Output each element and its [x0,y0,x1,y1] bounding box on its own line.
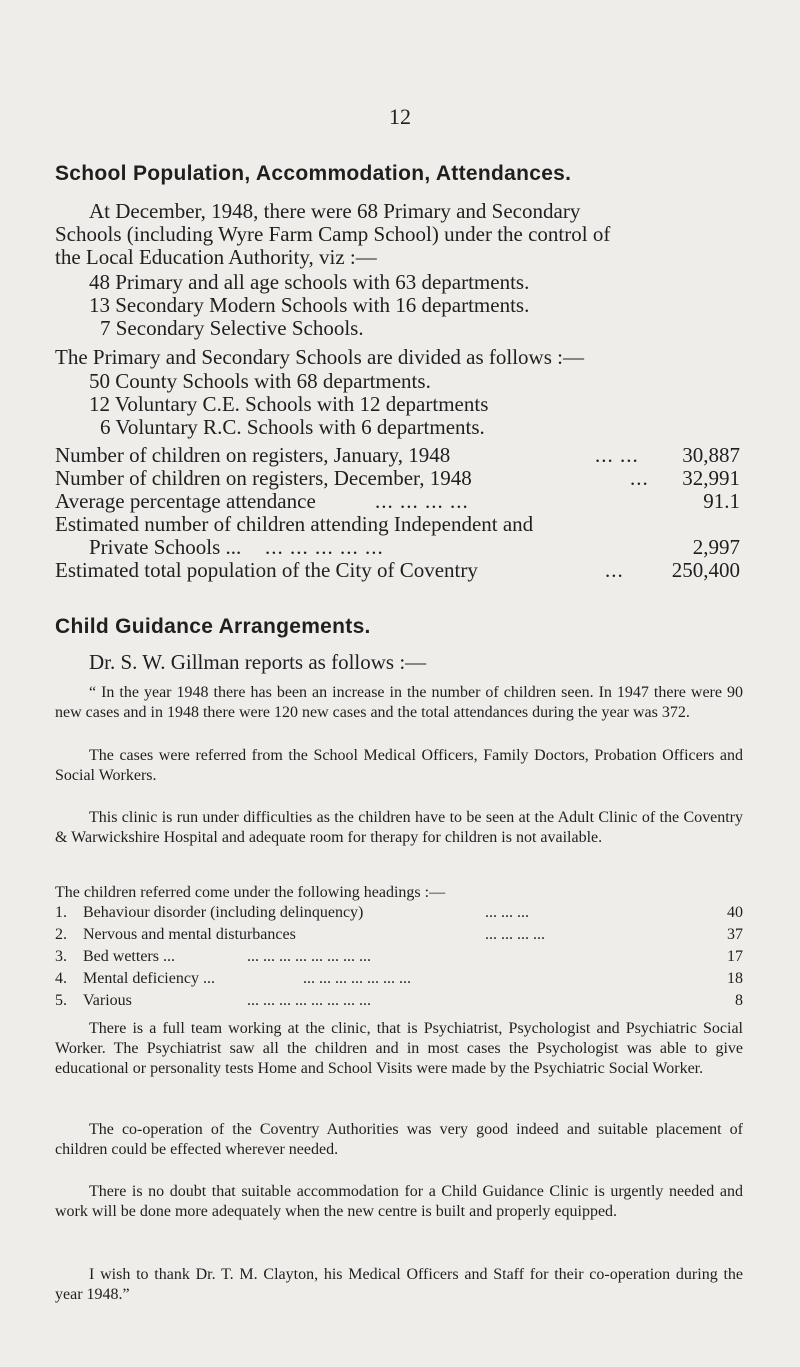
stat-value: 30,887 [682,443,740,467]
list-item: 1. Behaviour disorder (including delinquency) ... ... ... 40 [55,904,743,921]
stat-label: Private Schools ... [89,535,242,559]
stat-value: 32,991 [682,466,740,490]
list-item-number: 5. [55,992,67,1009]
list-item: 5. Various ... ... ... ... ... ... ... ... 8 [55,992,743,1009]
stat-label: Estimated number of children attending Independent and [55,512,534,536]
list-item-number: 1. [55,904,67,921]
intro-line-1: At December, 1948, there were 68 Primary and Secondary [89,199,581,223]
stat-value: 2,997 [692,535,740,559]
list-item-label: Bed wetters ... [83,948,175,965]
paragraph-6: There is no doubt that suitable accommodation for a Child Guidance Clinic is urgently needed and work will be done more adequately when the new centre is built and properly equipped. [55,1183,743,1220]
page-number: 12 [389,104,411,129]
stat-dots: ... [605,558,624,582]
school-type-1: 48 Primary and all age schools with 63 departments. [89,270,530,294]
school-type-2: 13 Secondary Modern Schools with 16 departments. [89,293,530,317]
stat-label: Estimated total population of the City of Coventry [55,558,478,582]
list-item-label: Behaviour disorder (including delinquency) [83,904,364,921]
division-3: 6 Voluntary R.C. Schools with 6 departments. [100,415,485,439]
stat-row [55,558,740,584]
headings-intro: The children referred come under the following headings :— [55,884,446,901]
list-item: 3. Bed wetters ... ... ... ... ... ... ... ... ... 17 [55,948,743,965]
list-item-number: 2. [55,926,67,943]
list-item-label: Nervous and mental disturbances [83,926,296,943]
section-heading-child-guidance: Child Guidance Arrangements. [55,615,371,638]
report-intro: Dr. S. W. Gillman reports as follows :— [89,650,427,674]
school-type-3: 7 Secondary Selective Schools. [100,316,364,340]
stat-value: 91.1 [703,489,740,513]
list-item-value: 8 [735,992,743,1009]
paragraph-2: The cases were referred from the School Medical Officers, Family Doctors, Probation Officers and Social Workers. [55,747,743,784]
list-item-label: Mental deficiency ... [83,970,215,987]
list-item-number: 4. [55,970,67,987]
stat-dots: ... [630,466,649,490]
stat-label: Average percentage attendance [55,489,316,513]
list-item-value: 18 [727,970,743,987]
list-item: 4. Mental deficiency ... ... ... ... ... ... ... ... 18 [55,970,743,987]
intro-line-2: Schools (including Wyre Farm Camp School) under the control of [55,222,611,246]
stat-dots: ... ... ... ... ... [265,535,384,559]
paragraph-7: I wish to thank Dr. T. M. Clayton, his Medical Officers and Staff for their co-operation during the year 1948.” [55,1266,743,1303]
list-item-value: 40 [727,904,743,921]
paragraph-3: This clinic is run under difficulties as the children have to be seen at the Adult Clinic of the Coventry & Warwickshire Hospital and adequate room for therapy for children is not available. [55,809,743,846]
division-intro: The Primary and Secondary Schools are divided as follows :— [55,345,584,369]
intro-line-3: the Local Education Authority, viz :— [55,245,377,269]
division-2: 12 Voluntary C.E. Schools with 12 departments [89,392,489,416]
paragraph-1: “ In the year 1948 there has been an increase in the number of children seen. In 1947 there were 90 new cases and in 1948 there were 120 new cases and the total attendances during the year was 372. [55,684,743,721]
stat-dots: ... ... ... ... [375,489,469,513]
division-1: 50 County Schools with 68 departments. [89,369,431,393]
paragraph-5: The co-operation of the Coventry Authorities was very good indeed and suitable placement of children could be effected wherever needed. [55,1121,743,1158]
list-item-value: 17 [727,948,743,965]
list-item: 2. Nervous and mental disturbances ... ... ... ... 37 [55,926,743,943]
stat-label: Number of children on registers, January, 1948 [55,443,451,467]
stat-value: 250,400 [671,558,740,582]
list-item-number: 3. [55,948,67,965]
list-item-label: Various [83,992,132,1009]
stat-dots: ... ... [595,443,639,467]
paragraph-4: There is a full team working at the clinic, that is Psychiatrist, Psychologist and Psychiatric Social Worker. The Psychiatrist saw all the children and in most cases the Psychologist was able to give educational or personality tests Home and School Visits were made by the Psychiatric Social Worker. [55,1020,743,1077]
list-item-value: 37 [727,926,743,943]
section-heading-school-population: School Population, Accommodation, Attendances. [55,162,572,185]
stat-label: Number of children on registers, December, 1948 [55,466,472,490]
